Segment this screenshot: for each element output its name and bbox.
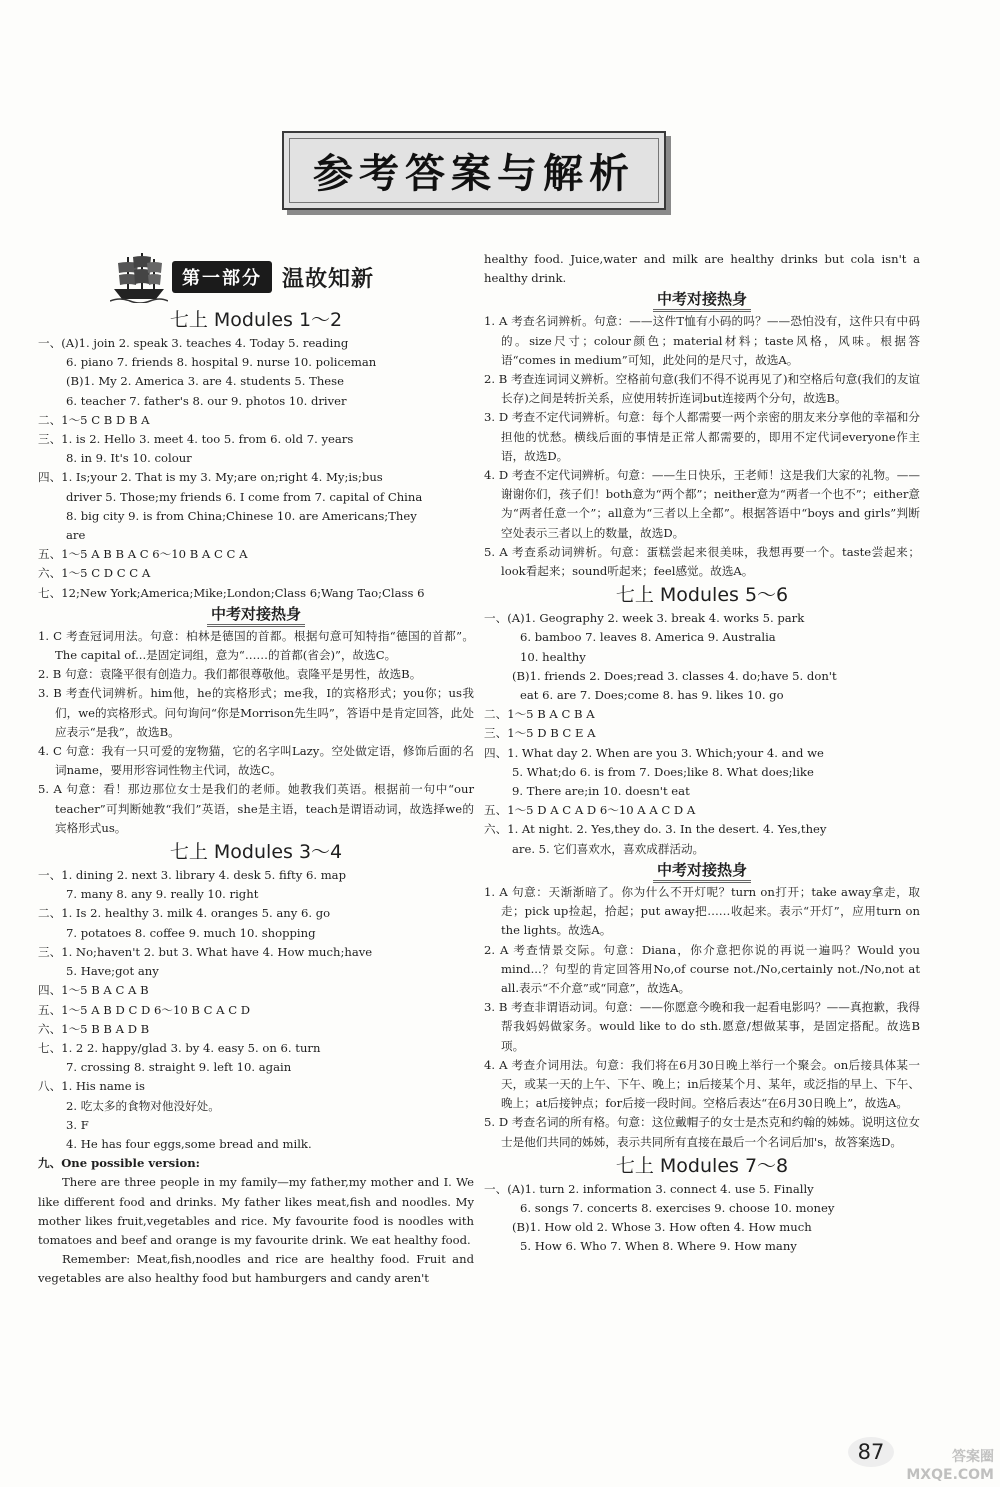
answer-line: 8. big city 9. is from China;Chinese 10. are Americans;They	[66, 508, 417, 523]
explanation-item: 4. C 句意：我有一只可爱的宠物猫，它的名字叫Lazy。空处做定语，修饰后面的名词name，要用形容词性物主代词，故选C。	[38, 744, 474, 778]
watermark-line1: 答案圈	[952, 1449, 994, 1465]
explanation-item: 1. C 考查冠词用法。句意：柏林是德国的首都。根据句意可知特指“德国的首都”。The capital of...是固定词组，意为“……的首都(省会)”，故选C。	[38, 628, 474, 663]
module-heading-7-8: 七上 Modules 7～8	[615, 1154, 789, 1177]
zhongkao-heading	[484, 860, 920, 882]
answer-line: 二、1～5 C B D B A	[38, 412, 150, 427]
answer-line: 6. piano 7. friends 8. hospital 9. nurse 10. policeman	[66, 355, 377, 370]
answer-line: 3. F	[66, 1117, 89, 1132]
answer-line: 一、(A)1. turn 2. information 3. connect 4. use 5. Finally	[484, 1181, 814, 1196]
answer-line: 6. bamboo 7. leaves 8. America 9. Australia	[520, 630, 776, 645]
zhongkao-heading	[38, 604, 474, 626]
answer-line: 八、1. His name is	[38, 1079, 145, 1094]
explanation-item: 2. B 考查连词词义辨析。空格前句意(我们不得不说再见了)和空格后句意(我们的友谊长存)之间是转折关系，应使用转折连词but连接两个分句，故选B。	[484, 372, 920, 406]
answer-line: 三、1. is 2. Hello 3. meet 4. too 5. from 6. old 7. years	[38, 432, 354, 447]
answer-line: (B)1. My 2. America 3. are 4. students 5. These	[66, 374, 344, 389]
answer-line: 七、12;New York;America;Mike;London;Class 6;Wang Tao;Class 6	[38, 585, 425, 600]
answer-line: 9. There are;in 10. doesn't eat	[512, 784, 690, 799]
explanation-item: 1. A 考查名词辨析。句意：——这件T恤有小码的吗？——恐怕没有，这件只有中码的。size尺寸；colour颜色；material材料；taste风格，风味。根据答语“comes in medium”可知，此处问的是尺寸，故选A。	[484, 314, 920, 367]
answer-line: 一、1. dining 2. next 3. library 4. desk 5. fifty 6. map	[38, 868, 347, 883]
writing-paragraph: Remember: Meat,fish,noodles and rice are healthy food. Fruit and vegetables are also healthy food but hamburgers and candy aren't	[38, 1252, 474, 1286]
explanation-item: 4. D 考查不定代词辨析。句意：——生日快乐，王老师！这是我们大家的礼物。——谢谢你们，孩子们！both意为“两个都”；neither意为“两者一个也不”；either意为“两者任意一个”；all意为“三者以上全都”。根据答语中“boys and girls”判断空处表示三者以上的数量，故选D。	[484, 468, 920, 540]
answer-line: 六、1. At night. 2. Yes,they do. 3. In the desert. 4. Yes,they	[484, 822, 827, 837]
part-badge: 第一部分	[172, 261, 272, 293]
answer-line: 7. potatoes 8. coffee 9. much 10. shopping	[66, 925, 316, 940]
module-heading-3-4: 七上 Modules 3～4	[169, 841, 343, 864]
answer-line: 5. What;do 6. is from 7. Does;like 8. What does;like	[512, 764, 814, 779]
answer-line: 五、1～5 A B D C D 6～10 B C A C D	[38, 1002, 251, 1017]
answer-line: 七、1. 2 2. happy/glad 3. by 4. easy 5. on 6. turn	[38, 1040, 321, 1055]
part-header	[110, 250, 474, 304]
module-heading-5-6: 七上 Modules 5～6	[615, 584, 789, 607]
explanation-item: 2. A 考查情景交际。句意：Diana，你介意把你说的再说一遍吗？Would you mind...？句型的肯定回答用No,of course not./No,certainly not./No,not at all.表示“不介意”或“同意”，故选A。	[484, 942, 920, 995]
answer-line: 7. many 8. any 9. really 10. right	[66, 887, 259, 902]
answer-line: 一、(A)1. Geography 2. week 3. break 4. works 5. park	[484, 611, 805, 626]
module-heading-1-2: 七上 Modules 1～2	[169, 309, 343, 331]
answer-line: 二、1～5 B A C B A	[484, 707, 595, 722]
explanation-item: 5. A 考查系动词辨析。句意：蛋糕尝起来很美味，我想再要一个。taste尝起来；look看起来；sound听起来；feel感觉。故选A。	[484, 544, 920, 579]
zhongkao-heading	[484, 289, 920, 311]
writing-paragraph: There are three people in my family—my father,my mother and I. We like different food and drinks. My father likes meat,fish and noodles. My mother likes fruit,vegetables and rice. My favourite food is noodles with tomatoes and beef and orange is my favourite drink. We eat healthy food.	[38, 1175, 474, 1247]
right-column	[484, 250, 920, 1257]
explanation-item: 5. A 句意：看！那边那位女士是我们的老师。她教我们英语。根据前一句中“our teacher”可判断她教“我们”英语，she是主语，teach是谓语动词，故选择we的宾格形式us。	[38, 782, 474, 835]
left-column	[38, 250, 474, 1289]
zhongkao-heading-text: 中考对接热身	[653, 861, 751, 883]
answer-line: eat 6. are 7. Does;come 8. has 9. likes 10. go	[520, 688, 784, 703]
explanation-item: 3. B 考查代词辨析。him他，he的宾格形式；me我，I的宾格形式；you你；us我们，we的宾格形式。问句询问“你是Morrison先生吗”，答语中是肯定回答，此处应表示“是我”，故选B。	[38, 686, 474, 739]
page-title-box	[282, 131, 666, 210]
answer-line: 4. He has four eggs,some bread and milk.	[66, 1136, 312, 1151]
explanation-item: 5. D 考查名词的所有格。句意：这位戴帽子的女士是杰克和约翰的姊姊。说明这位女士是他们共同的姊姊，表示共同所有直接在最后一个名词后加's，故答案选D。	[484, 1115, 920, 1149]
answer-line: 7. crossing 8. straight 9. left 10. again	[66, 1060, 292, 1075]
part-title: 温故知新	[282, 266, 375, 292]
zhongkao-heading-text: 中考对接热身	[207, 605, 305, 627]
sailing-ship-icon	[110, 251, 168, 303]
answer-line: 8. in 9. It's 10. colour	[66, 451, 192, 466]
answer-line: 三、1～5 D B C E A	[484, 726, 596, 741]
answer-line: 10. healthy	[520, 649, 586, 664]
answer-line: 一、(A)1. join 2. speak 3. teaches 4. Today 5. reading	[38, 336, 349, 350]
explanation-item: 1. A 句意：天渐渐暗了。你为什么不开灯呢？turn on打开；take away拿走，取走；pick up捡起，拾起；put away把……收起来。表示“开灯”，应用turn on the lights。故选A。	[484, 884, 920, 938]
explanation-item: 3. B 考查非谓语动词。句意：——你愿意今晚和我一起看电影吗？——真抱歉，我得帮我妈妈做家务。would like to do sth.愿意/想做某事，是固定搭配。故选B项。	[484, 1000, 920, 1053]
writing-continued: healthy food. Juice,water and milk are healthy drinks but cola isn't a healthy drink.	[484, 252, 920, 286]
explanation-item: 4. A 考查介词用法。句意：我们将在6月30日晚上举行一个聚会。on后接具体某一天，或某一天的上午、下午、晚上；in后接某个月、某年，或泛指的早上、下午、晚上；at后接钟点；for后接一段时间。空格后表达“在6月30日晚上”，故选A。	[484, 1057, 920, 1111]
answer-line: 四、1. Is;your 2. That is my 3. My;are on;right 4. My;is;bus	[38, 470, 383, 485]
answer-line: driver 5. Those;my friends 6. I come from 7. capital of China	[66, 489, 423, 504]
answer-line: 5. How 6. Who 7. When 8. Where 9. How many	[520, 1239, 797, 1254]
answer-line: (B)1. friends 2. Does;read 3. classes 4. do;have 5. don't	[512, 668, 837, 683]
explanation-item: 3. D 考查不定代词辨析。句意：每个人都需要一两个亲密的朋友来分享他的幸福和分担他的忧愁。横线后面的事情是正常人都需要的，即用不定代词everyone作主语，故选D。	[484, 410, 920, 463]
answer-line: 6. songs 7. concerts 8. exercises 9. choose 10. money	[520, 1200, 835, 1215]
answer-line: (B)1. How old 2. Whose 3. How often 4. How much	[512, 1220, 812, 1235]
answer-line: 六、1～5 B B A D B	[38, 1021, 150, 1036]
zhongkao-heading-text: 中考对接热身	[653, 290, 751, 312]
answer-line: are	[66, 528, 86, 543]
answer-line: 五、1～5 D A C A D 6～10 A A C D A	[484, 803, 696, 818]
answer-line: are. 5. 它们喜欢水，喜欢成群活动。	[512, 841, 705, 856]
writing-label: 九、One possible version:	[38, 1156, 200, 1171]
answer-line: 6. teacher 7. father's 8. our 9. photos 10. driver	[66, 393, 347, 408]
answer-line: 四、1～5 B A C A B	[38, 983, 149, 998]
answer-line: 五、1～5 A B B A C 6～10 B A C C A	[38, 547, 248, 562]
watermark-line2: MXQE.COM	[906, 1467, 994, 1483]
answer-line: 二、1. Is 2. healthy 3. milk 4. oranges 5. any 6. go	[38, 906, 331, 921]
answer-line: 四、1. What day 2. When are you 3. Which;your 4. and we	[484, 745, 824, 760]
page-number: 87	[848, 1437, 894, 1467]
answer-line: 2. 吃太多的食物对他没好处。	[66, 1098, 220, 1113]
answer-line: 三、1. No;haven't 2. but 3. What have 4. How much;have	[38, 944, 373, 959]
watermark	[852, 1448, 994, 1484]
answer-line: 六、1～5 C D C C A	[38, 566, 151, 581]
page-title: 参考答案与解析	[313, 151, 635, 197]
answer-line: 5. Have;got any	[66, 964, 159, 979]
explanation-item: 2. B 句意：袁隆平很有创造力。我们都很尊敬他。袁隆平是男性，故选B。	[38, 667, 422, 682]
